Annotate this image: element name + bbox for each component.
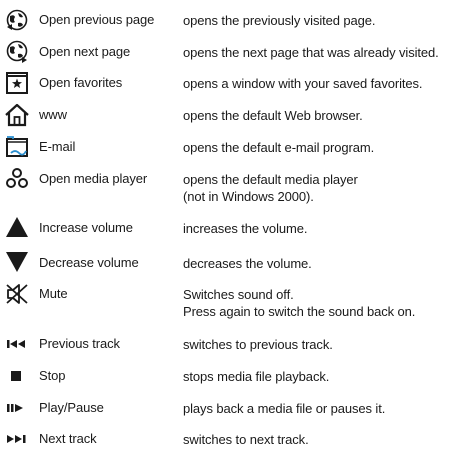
row-label: Next track [39, 431, 97, 446]
row-description: increases the volume. [183, 221, 308, 236]
row-description: opens a window with your saved favorites. [183, 76, 423, 91]
row-label: www [39, 107, 67, 122]
row-description: opens the default e-mail program. [183, 140, 375, 155]
row-label: Previous track [39, 336, 120, 351]
row-label: Stop [39, 368, 66, 383]
row-description: decreases the volume. [183, 256, 312, 271]
row-description: opens the previously visited page. [183, 13, 376, 28]
row-label: Mute [39, 286, 68, 301]
globe-back-icon [2, 8, 32, 32]
row-label: Decrease volume [39, 255, 139, 270]
row-label: Increase volume [39, 220, 133, 235]
previous-track-icon [2, 332, 32, 356]
mute-speaker-icon [2, 282, 32, 306]
row-description: switches to previous track. [183, 337, 333, 352]
volume-down-triangle-icon [2, 250, 32, 274]
row-description: opens the default Web browser. [183, 108, 363, 123]
row-label: Open previous page [39, 12, 155, 27]
row-label: Play/Pause [39, 400, 104, 415]
favorites-star-icon [2, 71, 32, 95]
row-description: Switches sound off. Press again to switch the sound back on. [183, 287, 416, 319]
row-label: Open favorites [39, 75, 123, 90]
row-description: opens the default media player (not in Windows 2000). [183, 172, 358, 204]
row-description: opens the next page that was already visited. [183, 45, 439, 60]
media-player-icon [2, 167, 32, 191]
row-description: stops media file playback. [183, 369, 330, 384]
row-label: Open next page [39, 44, 131, 59]
row-description: switches to next track. [183, 432, 309, 447]
row-description: plays back a media file or pauses it. [183, 401, 386, 416]
stop-icon [2, 364, 32, 388]
next-track-icon [2, 427, 32, 451]
home-icon [2, 103, 32, 127]
mail-tray-icon [2, 135, 32, 159]
row-label: E-mail [39, 139, 76, 154]
row-label: Open media player [39, 171, 148, 186]
volume-up-triangle-icon [2, 215, 32, 239]
globe-forward-icon [2, 40, 32, 64]
play-pause-icon [2, 396, 32, 420]
